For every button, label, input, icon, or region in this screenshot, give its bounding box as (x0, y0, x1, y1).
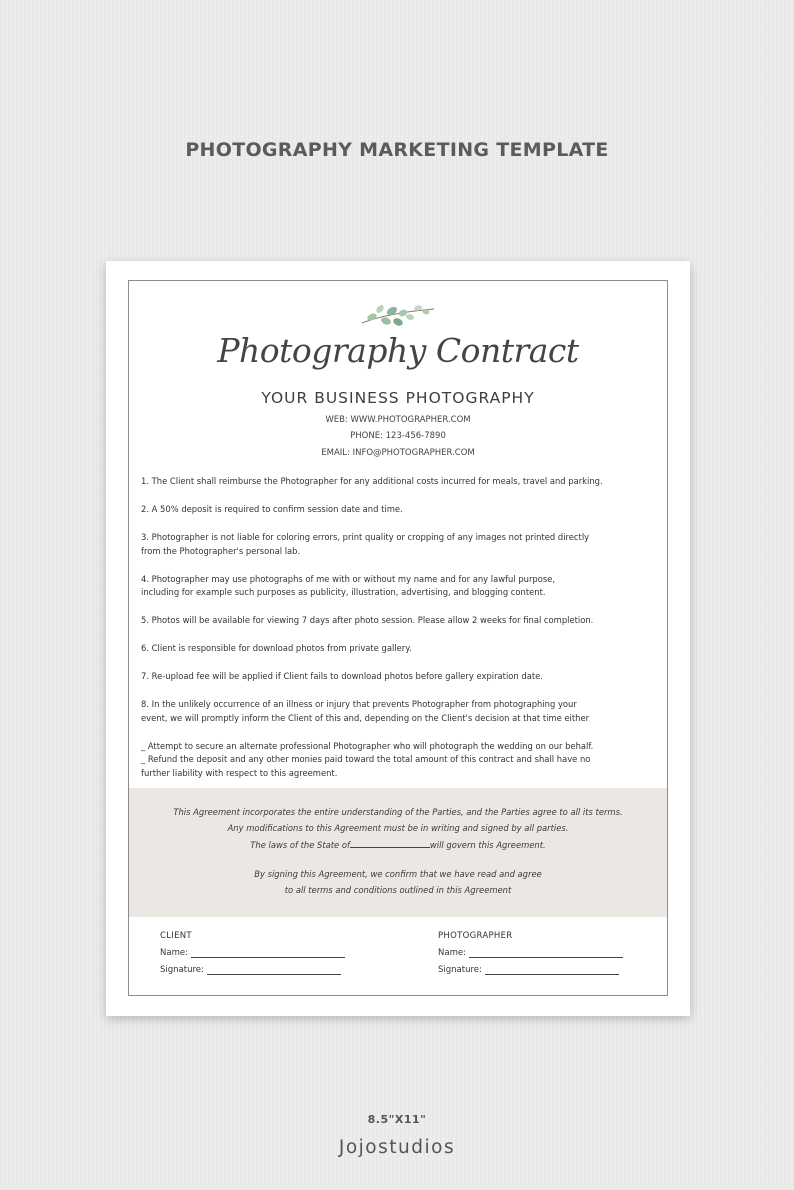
term-options: _ Attempt to secure an alternate professional Photographer who will photograph the wedding on our behalf. _ Refund the deposit and any other monies paid toward the total amount of this contract and shall have no further liability with respect to this agreement. (141, 740, 594, 778)
terms-list (141, 475, 661, 780)
client-name-line[interactable] (191, 948, 345, 958)
client-signature-row: Signature: (160, 965, 345, 975)
state-blank[interactable] (350, 839, 430, 848)
term-item: 5. Photos will be available for viewing 7 days after photo session. Please allow 2 weeks for final completion. (141, 615, 594, 625)
photographer-heading: PHOTOGRAPHER (438, 931, 513, 941)
agreement-line-4: By signing this Agreement, we confirm that we have read and agree (254, 869, 542, 879)
business-name: YOUR BUSINESS PHOTOGRAPHY (261, 389, 535, 407)
client-signature-line[interactable] (207, 965, 341, 975)
document-title: Photography Contract (217, 331, 579, 370)
eucalyptus-leaf-icon (358, 295, 438, 331)
photographer-signature-line[interactable] (485, 965, 619, 975)
term-item: 4. Photographer may use photographs of me with or without my name and for any lawful purpose, including for example such purposes as publicity, illustration, advertising, and blogging content. (141, 573, 556, 597)
term-item: 7. Re-upload fee will be applied if Client fails to download photos before gallery expiration date. (141, 671, 543, 681)
footer-brand: Jojostudios (338, 1137, 456, 1158)
contact-web: WEB: WWW.PHOTOGRAPHER.COM (325, 415, 471, 425)
banner-title: PHOTOGRAPHY MARKETING TEMPLATE (185, 139, 609, 161)
agreement-section (129, 788, 667, 917)
photographer-name-line[interactable] (469, 948, 623, 958)
photographer-signature-block (438, 931, 623, 975)
agreement-line-5: to all terms and conditions outlined in this Agreement (284, 885, 512, 895)
term-item: 3. Photographer is not liable for coloring errors, print quality or cropping of any images not printed directly from the Photographer's personal lab. (141, 532, 590, 556)
photographer-name-row: Name: (438, 948, 623, 958)
contact-phone: PHONE: 123-456-7890 (350, 431, 446, 441)
term-item: 8. In the unlikely occurrence of an illness or injury that prevents Photographer from photographing your event, we will promptly inform the Client of this and, depending on the Client's decision at that time either (141, 699, 590, 723)
client-name-row: Name: (160, 948, 345, 958)
photographer-signature-row: Signature: (438, 965, 623, 975)
contact-email: EMAIL: INFO@PHOTOGRAPHER.COM (321, 448, 475, 458)
agreement-line-2: Any modifications to this Agreement must be in writing and signed by all parties. (227, 823, 569, 833)
agreement-line-1: This Agreement incorporates the entire understanding of the Parties, and the Parties agree to all its terms. (173, 807, 623, 817)
contract-sheet (106, 261, 690, 1016)
agreement-line-3: The laws of the State of will govern this Agreement. (250, 840, 546, 850)
client-signature-block (160, 931, 345, 975)
client-heading: CLIENT (160, 931, 192, 941)
footer-size: 8.5"X11" (367, 1113, 427, 1126)
term-item: 1. The Client shall reimburse the Photographer for any additional costs incurred for meals, travel and parking. (141, 476, 603, 486)
term-item: 6. Client is responsible for download photos from private gallery. (141, 643, 412, 653)
term-item: 2. A 50% deposit is required to confirm session date and time. (141, 504, 403, 514)
